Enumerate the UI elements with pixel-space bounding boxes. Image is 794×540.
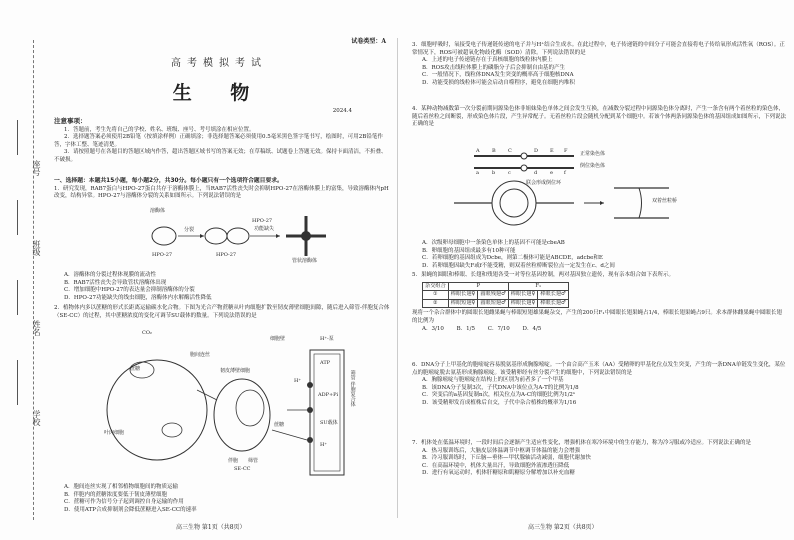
q4-gene-b: b xyxy=(492,170,496,176)
q4-gene-C: C xyxy=(508,148,512,154)
q4-gene-e: e xyxy=(550,170,553,176)
table-cell: 棒眼短翅♀ xyxy=(448,299,478,308)
q2-fig-label: 韧皮薄壁细胞 xyxy=(220,368,251,374)
q2-fig-label: ATP xyxy=(320,360,331,366)
table-header: 杂交组合 xyxy=(423,282,449,291)
margin-fill-line xyxy=(17,280,18,315)
subject-title: 生 物 xyxy=(172,82,266,104)
q1-option-a: A．溶酶体的分裂过程体现膜的流动性 xyxy=(64,272,156,278)
q1-option-d: D．HPO-27功能缺失的线虫细胞，溶酶体内水解酶活性降低 xyxy=(64,294,212,301)
q2-figure xyxy=(102,330,372,480)
q2-fig-label: 蔗糖 xyxy=(274,422,285,428)
margin-fill-line xyxy=(17,360,18,405)
q1-fig-label: 管状溶酶体 xyxy=(292,258,318,264)
table-row xyxy=(423,282,569,291)
q4-gene-a: a xyxy=(476,170,479,176)
question-6 xyxy=(412,362,786,408)
q1-fig-label: 分裂 xyxy=(184,227,195,233)
q4-fig-label: 联会形成倒位环 xyxy=(526,180,562,186)
q3-option-c: C．一般情况下，线粒体DNA发生突变的概率高于细胞核DNA xyxy=(422,72,574,79)
section-heading: 一、选择题：本题共15小题，每小题2分，共30分。每小题只有一个选项符合题目要求。 xyxy=(54,178,283,184)
q1-option-c: C．增加细胞中HPO-27的表达量会抑制溶酶体的分裂 xyxy=(64,287,195,294)
table-header: F₁ xyxy=(508,282,568,291)
q4-gene-f: f xyxy=(564,170,566,176)
table-header: P xyxy=(448,282,508,291)
q2-fig-label: SE-CC xyxy=(234,466,251,472)
q7-option-b: B．冷习服训练时，下丘脑—垂体—甲状腺轴活动减弱，细胞代谢加快 xyxy=(422,455,592,462)
q4-gene-A: A xyxy=(476,148,480,154)
exam-title: 高考模拟考试 xyxy=(171,58,267,69)
q5-options xyxy=(412,326,786,334)
left-column xyxy=(46,0,392,540)
table-row xyxy=(423,299,569,308)
column-divider xyxy=(397,38,398,518)
q2-fig-label: ADP+Pi xyxy=(318,392,339,398)
q3-option-b: B．ROS攻击线粒体膜上的磷脂分子后会抑制自由基的产生 xyxy=(422,64,565,71)
notice-item: 1．答题前，考生先将自己的学校、姓名、班级、座号、考号填涂在相应位置。 xyxy=(64,126,255,133)
margin-label-seat: 座号 xyxy=(32,160,41,176)
binding-margin xyxy=(0,0,44,540)
question-3-stem: 3．细胞呼吸时，氧接受电子传递链传递的电子并与H⁺结合生成水。在此过程中，电子传递链的中间分子可能会直接将电子传给氧形成活性氧（ROS）。正常情况下，ROS可被超氧化物歧化酶（SOD）清除。下列说法错误的是 xyxy=(412,42,785,56)
question-2-stem: 2．植物体内多以蔗糖的形式长距离运输碳水化合物。下图为光合产物蔗糖从叶肉细胞扩散至韧皮薄壁细胞间隙，随后进入筛管-伴胞复合体（SE-CC）的过程，其中蔗糖浓度的变化可调节SU载体的数量。下列说法错误的是 xyxy=(54,305,390,319)
question-5-after: 现将一个杂合群体中的圆眼长翅雌果蝇与棒眼短翅雄果蝇杂交，产生的200只F₁中圆眼长翅果蝇占1/4，棒眼长翅果蝇占9只。求本群体雌果蝇中圆眼长翅的比例为 xyxy=(412,310,782,324)
table-cell: 棒眼长翅♀ xyxy=(508,291,538,300)
q5-option-b: B．1/5 xyxy=(456,325,475,332)
q3-option-d: D．功能受损的线粒体可能会启动自噬程序，避免在细胞内堆积 xyxy=(422,79,575,86)
q5-option-d: D．4/5 xyxy=(522,325,542,332)
q2-fig-label: 蔗糖 xyxy=(130,366,141,372)
q1-fig-label: HPO-27 xyxy=(252,218,273,224)
table-cell: 棒眼长翅♀ xyxy=(448,291,478,300)
q4-option-a: A．次级卵母细胞中一条染色单体上的基因不可能是cbeAB xyxy=(422,240,565,246)
q4-figure xyxy=(454,148,684,238)
q1-fig-label: HPO-27 xyxy=(152,252,173,258)
q2-option-c: C．蔗糖可作为信号分子起到调控自身运输的作用 xyxy=(64,499,184,506)
table-cell: ② xyxy=(423,299,449,308)
q2-fig-label: 筛管 xyxy=(248,458,259,464)
q1-fig-label: 溶酶体 xyxy=(150,208,166,214)
question-6-stem: 6．DNA分子上甲基化的胞嘧啶容易脱氨基形成胸腺嘧啶。一个由合高产玉米（AA）受精卵的甲基化位点发生突变，产生的一条DNA单链发生变化，某位点的胞嘧啶脱去氨基形成胸腺嘧啶。该受精卵经有丝分裂产生的细胞中，下列说法错误的是 xyxy=(412,362,786,376)
notice-item: 2．选择题答案必须使用2B铅笔（按填涂样例）正确填涂；非选择题答案必须使用0.5毫米黑色签字笔书写，绘图时，可用2B铅笔作答，字体工整、笔迹清楚。 xyxy=(54,134,383,148)
section-1 xyxy=(54,178,390,201)
q2-option-d: D．使用ATP合成抑制剂会降低蔗糖进入SE-CC的速率 xyxy=(64,506,197,513)
question-5-stem: 5．果蝇的圆眼和棒眼、长翅和残翅各受一对等位基因控制，两对基因独立遗传，现有亲本组合如下表所示。 xyxy=(412,272,675,278)
page-footer-left: 高三生物 第1页（共8页） xyxy=(176,524,246,531)
q6-option-c: C．突变后的a基因复制n次，相关位点为A-C的细胞比例为1/2ⁿ xyxy=(422,392,576,399)
margin-label-school: 学校 xyxy=(32,410,41,426)
question-3 xyxy=(412,42,786,88)
q5-option-c: C．7/10 xyxy=(487,325,510,332)
question-4 xyxy=(412,106,786,129)
margin-fill-line xyxy=(17,120,18,155)
q7-option-c: C．在高温环境中，机体大量出汗，导致细胞外液渗透压降低 xyxy=(422,462,570,469)
q2-fig-label: CO₂ xyxy=(142,330,152,336)
q5-table xyxy=(422,282,569,309)
q4-gene-F: F xyxy=(564,148,568,154)
table-row xyxy=(423,291,569,300)
q6-option-a: A．胸腺嘧啶与胞嘧啶在结构上的区别为前者多了一个甲基 xyxy=(422,377,564,384)
q2-fig-label: H⁺ xyxy=(294,378,301,384)
q2-fig-label: 叶肉细胞 xyxy=(104,430,125,436)
table-cell: 圆眼残翅♂ xyxy=(478,291,508,300)
q4-gene-D: D xyxy=(534,148,539,154)
question-4-stem: 4．某种动物减数第一次分裂前期同源染色体非姐妹染色单体之间会发生互换，在减数分裂过程中同源染色体分离时，产生一条含有两个着丝粒的染色体，随后着丝粒之间断裂，形成染色体片段，产生异常配子。无着丝粒片段会随机分配到某个细胞中。若该个体两条同源染色体的基因组成如图所示，下列说法正确的是 xyxy=(412,106,787,128)
margin-label-class: 班级 xyxy=(32,240,41,256)
q4-fig-label: 倒位染色体 xyxy=(580,163,606,169)
q3-option-a: A．上述的电子传递链存在于真核细胞的线粒体内膜上 xyxy=(422,57,553,64)
notice-item: 3．请按照题号在各题目的答题区域内作答，超出答题区域书写的答案无效；在草稿纸、试题卷上答题无效。保持卡面清洁，不折叠、不破损。 xyxy=(54,149,387,163)
q2-fig-label: H⁺-泵 xyxy=(320,336,334,342)
q1-option-b: B．RAB7活性丧失会导致管状溶酶体出现 xyxy=(64,279,167,286)
q4-fig-label: 正常染色体 xyxy=(580,151,606,157)
q6-option-b: B．该DNA分子复制3次，子代DNA中该位点为A-T的比例为1/8 xyxy=(422,384,579,391)
question-7-stem: 7．机体处在低温环境时，一段时间后会逐渐产生适应性变化，增强机体在寒冷环境中的生存能力，称为冷习服或冷适应。下列说法正确的是 xyxy=(412,440,752,446)
q4-gene-c: c xyxy=(508,170,511,176)
page-footer-right: 高三生物 第2页（共8页） xyxy=(528,524,598,531)
q2-fig-label: 细胞壁 xyxy=(270,336,286,342)
q4-option-b: B．卵细胞的基因组成最多有10种可能 xyxy=(422,247,516,254)
q7-option-d: D．进行有氧运动时，机体肝糖原和肌糖原分解增加以补充血糖 xyxy=(422,470,575,477)
q2-fig-label: 筛管 伴胞复合体 xyxy=(349,370,356,407)
q4-fig-label: 双着丝粒桥 xyxy=(652,198,678,204)
table-cell: 圆眼短翅♂ xyxy=(478,299,508,308)
q1-figure xyxy=(146,208,346,268)
notice-block xyxy=(54,118,390,165)
q4-option-d: D．若卵细胞因缺失F或f不能受精，则双着丝粒桥断裂位点一定发生在c、d之间 xyxy=(422,262,615,269)
q2-fig-label: SU载体 xyxy=(320,420,338,426)
q4-gene-d: d xyxy=(534,170,538,176)
table-cell: ① xyxy=(423,291,449,300)
notice-heading: 注意事项： xyxy=(54,117,87,125)
q2-fig-label: 胞间连丝 xyxy=(190,352,211,358)
q2-fig-label: 伴胞 xyxy=(228,458,239,464)
q4-options xyxy=(412,240,786,270)
margin-fill-line xyxy=(17,200,18,235)
question-2 xyxy=(54,305,390,320)
q6-option-d: D．该受精卵发育成植株后自交，子代中杂合植株的概率为1/16 xyxy=(422,399,577,406)
q1-fig-label: HPO-27 xyxy=(216,252,237,258)
table-cell: 棒眼长翅♂ xyxy=(538,291,568,300)
table-cell: 棒眼长翅♂ xyxy=(538,299,568,308)
table-cell: 棒眼长翅♀ xyxy=(508,299,538,308)
q1-options xyxy=(54,272,390,302)
exam-date: 2024.4 xyxy=(332,108,352,114)
q2-options xyxy=(54,484,390,514)
q2-option-a: A．胞间连丝实现了相邻植物细胞间的物质运输 xyxy=(64,484,178,490)
q4-option-c: C．若卵细胞的基因组成为Dcbe，则第二极体可能是ABCDE，adcbe和E xyxy=(422,255,603,262)
q2-option-b: B．伴胞内的蔗糖浓度要低于韧皮薄壁细胞 xyxy=(64,491,168,498)
exam-type: 试卷类型：A xyxy=(351,38,386,45)
q7-option-a: A．热习服训练后，大脑皮层体温调节中枢调节体温的能力会增强 xyxy=(422,447,580,454)
q4-gene-E: E xyxy=(550,148,554,154)
q5-option-a: A．3/10 xyxy=(422,325,444,332)
question-1-stem: 1．研究发现，RAB7蛋白与HPO-27蛋白共存于溶酶体膜上，当RAB7活性丧失时会抑制HPO-27在溶酶体膜上的富集，导致溶酶体内pH改变，结构异常。HPO-27与溶酶体分裂的关系如图所示。下列说法错误的是 xyxy=(54,185,389,200)
q2-fig-label: H⁺ xyxy=(320,442,327,448)
q4-gene-B: B xyxy=(492,148,496,154)
question-7 xyxy=(412,440,786,478)
right-column xyxy=(404,0,786,540)
cut-line xyxy=(33,40,34,520)
question-5 xyxy=(412,272,786,333)
margin-label-name: 姓名 xyxy=(32,320,41,336)
q1-fig-label: 功能缺失 xyxy=(254,226,275,232)
